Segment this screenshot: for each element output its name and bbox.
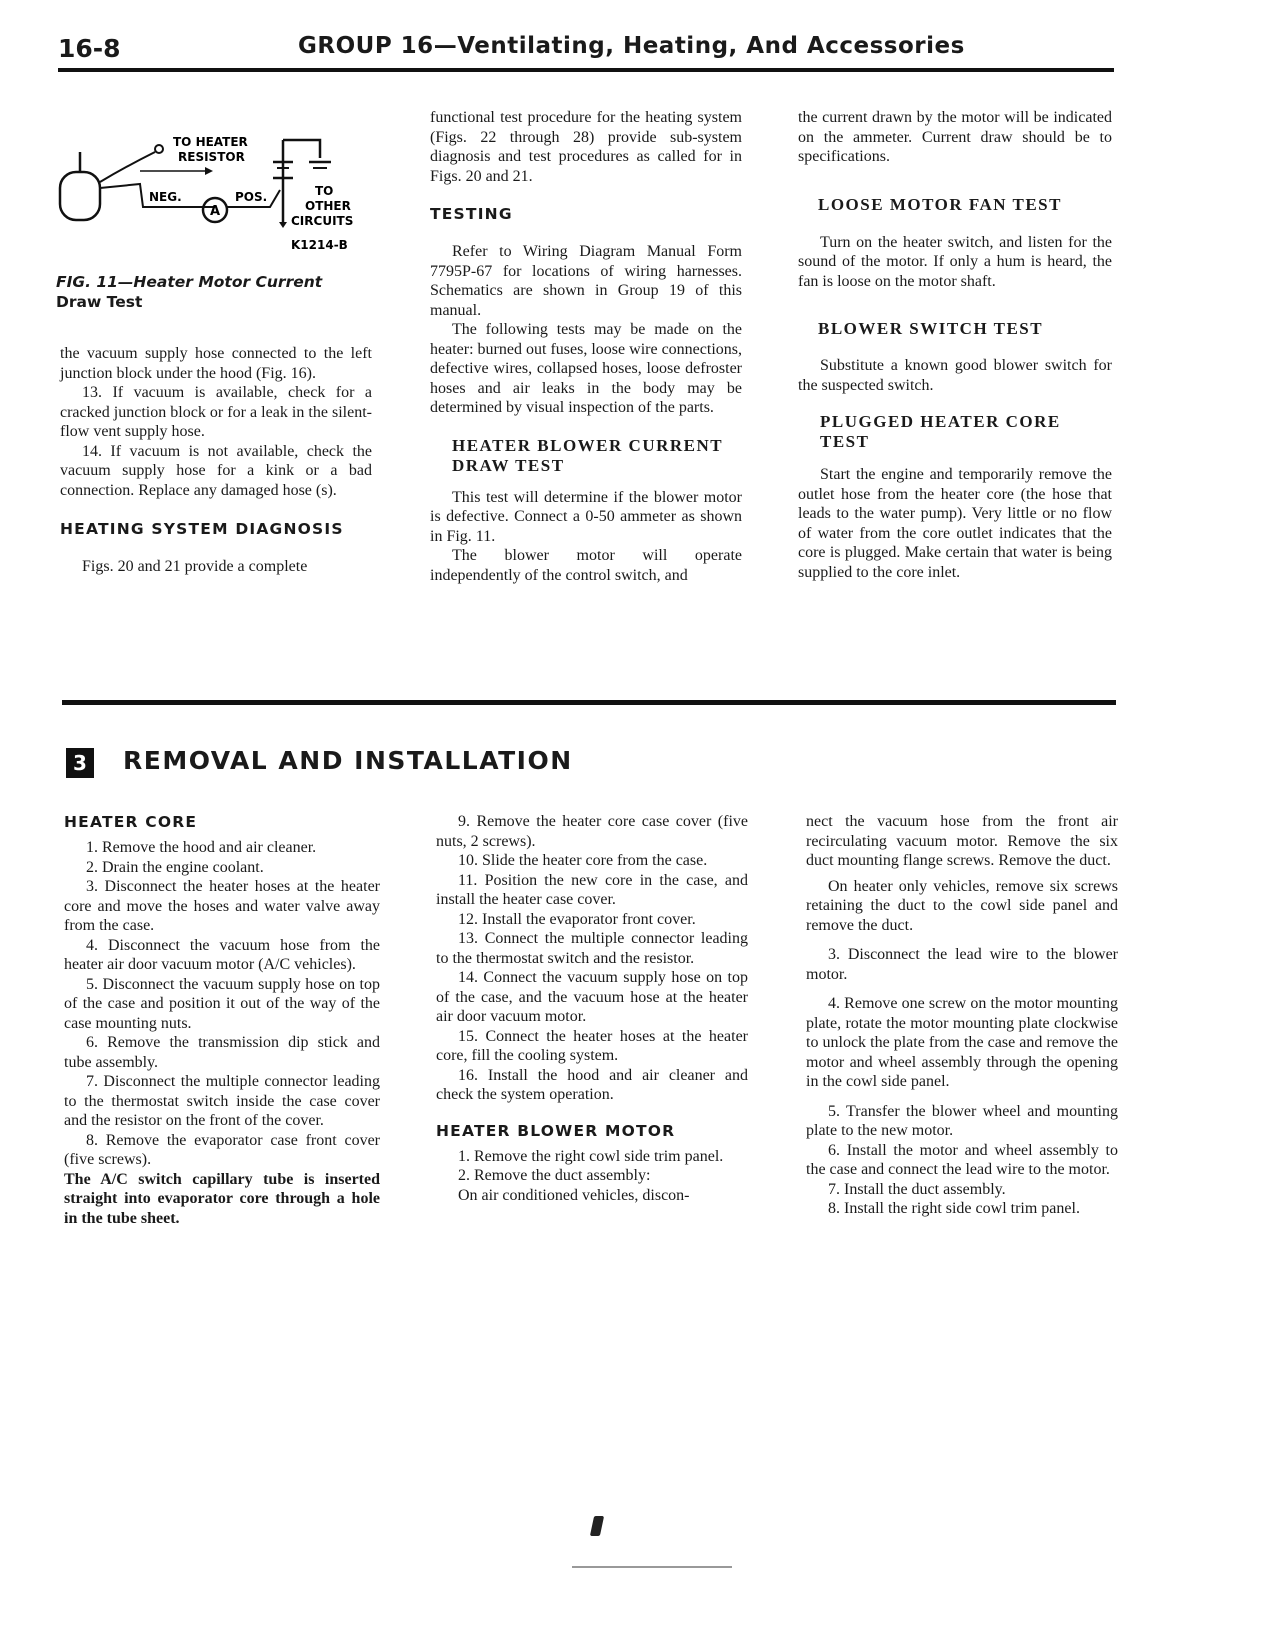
- section-title: REMOVAL AND INSTALLATION: [123, 746, 573, 775]
- heading-blower-switch-test: BLOWER SWITCH TEST: [818, 319, 1044, 338]
- top-col1: [60, 344, 372, 577]
- section-number-badge: [66, 748, 94, 778]
- top-col2-p2: Refer to Wiring Diagram Manual Form 7795P-67 for locations of wiring harnesses. Schematics are shown in Group 19 of this manual.: [430, 243, 742, 319]
- top-col3: [798, 108, 1112, 582]
- top-col2-p1: functional test procedure for the heating system (Figs. 22 through 28) provide sub-system diagnosis and test procedures as called for in Figs. 20 and 21.: [430, 109, 742, 185]
- core-step-11: 11. Position the new core in the case, and install the heater case cover.: [436, 871, 748, 908]
- top-col1-p4: Figs. 20 and 21 provide a complete: [82, 558, 308, 575]
- core-step-3: 3. Disconnect the heater hoses at the heater core and move the hoses and water valve away from the case.: [64, 878, 380, 934]
- core-step-12: 12. Install the evaporator front cover.: [458, 910, 696, 928]
- heater-motor-diagram: [55, 132, 385, 272]
- top-col3-p3: Substitute a known good blower switch for the suspected switch.: [798, 357, 1112, 394]
- top-col3-p2: Turn on the heater switch, and listen for the sound of the motor. If only a hum is heard, the fan is loose on the motor shaft.: [798, 233, 1112, 290]
- page-number: 16-8: [58, 34, 121, 63]
- core-step-5: 5. Disconnect the vacuum supply hose on top of the case and position it out of the way of the case mounting nuts.: [64, 975, 380, 1032]
- step-14: 14. If vacuum is not available, check the vacuum supply hose for a kink or a bad connection. Replace any damaged hose (s).: [60, 442, 372, 499]
- motor-step-4: 4. Remove one screw on the motor mounting plate, rotate the motor mounting plate clockwise to unlock the plate from the case and remove the motor and wheel assembly through the opening in the cowl side panel.: [806, 995, 1118, 1090]
- core-capillary-note: The A/C switch capillary tube is inserted straight into evaporator core through a hole in the tube sheet.: [64, 1170, 380, 1227]
- figure-caption: [56, 272, 376, 312]
- motor-step-2: 2. Remove the duct assembly:: [458, 1167, 651, 1184]
- motor-step-2-heater-only: On heater only vehicles, remove six screws retaining the duct to the cowl side panel and remove the duct.: [806, 877, 1118, 934]
- core-step-7: 7. Disconnect the multiple connector leading to the thermostat switch inside the case cover and the resistor on the front of the cover.: [64, 1073, 380, 1129]
- heading-testing: TESTING: [430, 205, 513, 223]
- motor-step-6: 6. Install the motor and wheel assembly to the case and connect the lead wire to the motor.: [806, 1141, 1118, 1178]
- footer-mark: [590, 1516, 604, 1536]
- footer-line: [572, 1566, 732, 1568]
- label-resistor: RESISTOR: [178, 150, 245, 164]
- label-pos: POS.: [235, 190, 268, 204]
- label-circuits: CIRCUITS: [291, 214, 354, 228]
- figure-caption-line2: Draw Test: [56, 293, 143, 311]
- core-step-9: 9. Remove the heater core case cover (five nuts, 2 screws).: [436, 813, 748, 850]
- step-13: 13. If vacuum is available, check for a cracked junction block or for a leak in the silent-flow vent supply hose.: [60, 384, 372, 440]
- label-neg: NEG.: [149, 190, 182, 204]
- core-step-6: 6. Remove the transmission dip stick and tube assembly.: [64, 1034, 380, 1071]
- motor-step-2-ac: On air conditioned vehicles, discon-: [458, 1186, 690, 1204]
- section-number: 3: [73, 751, 87, 775]
- figure-code: K1214-B: [291, 238, 348, 252]
- heading-heater-blower-motor: HEATER BLOWER MOTOR: [436, 1121, 676, 1140]
- label-to-heater: TO HEATER: [173, 135, 248, 149]
- top-col2-p3: The following tests may be made on the heater: burned out fuses, loose wire connections, defective wires, collapsed hoses, loose defroster hoses and air leaks in the body may be determined by visual inspection of the parts.: [430, 321, 742, 416]
- figure-caption-line1: FIG. 11—Heater Motor Current: [56, 273, 323, 291]
- heading-heating-system-diagnosis: HEATING SYSTEM DIAGNOSIS: [60, 520, 344, 538]
- bottom-col1: [64, 812, 380, 1228]
- core-step-13: 13. Connect the multiple connector leading to the thermostat switch and the resistor.: [436, 930, 748, 967]
- label-to: TO: [315, 184, 334, 198]
- figure-11: [55, 132, 385, 272]
- motor-step-3: 3. Disconnect the lead wire to the blower motor.: [806, 946, 1118, 983]
- motor-step-5: 5. Transfer the blower wheel and mounting plate to the new motor.: [806, 1102, 1118, 1139]
- motor-step-2-ac-cont: nect the vacuum hose from the front air recirculating vacuum motor. Remove the six duct mounting flange screws. Remove the duct.: [806, 813, 1118, 869]
- core-step-10: 10. Slide the heater core from the case.: [458, 852, 708, 869]
- core-step-14: 14. Connect the vacuum supply hose on top of the case, and the vacuum hose at the heater air door vacuum motor.: [436, 969, 748, 1025]
- heading-heater-blower-current-draw-test: HEATER BLOWER CURRENT DRAW TEST: [452, 435, 723, 475]
- heading-loose-motor-fan-test: LOOSE MOTOR FAN TEST: [818, 194, 1062, 214]
- header-rule: [58, 68, 1114, 72]
- label-ammeter: A: [210, 204, 221, 219]
- core-step-2: 2. Drain the engine coolant.: [86, 858, 264, 876]
- motor-step-1: 1. Remove the right cowl side trim panel.: [458, 1147, 724, 1165]
- bottom-col3: [806, 812, 1118, 1219]
- top-col2-p4: This test will determine if the blower motor is defective. Connect a 0-50 ammeter as shown in Fig. 11.: [430, 488, 742, 545]
- heading-heater-core: HEATER CORE: [64, 813, 198, 831]
- top-col2: [430, 108, 742, 585]
- motor-step-7: 7. Install the duct assembly.: [828, 1180, 1006, 1198]
- group-title: GROUP 16—Ventilating, Heating, And Accessories: [298, 33, 965, 59]
- core-step-8: 8. Remove the evaporator case front cover (five screws).: [64, 1131, 380, 1168]
- section-rule: [62, 700, 1116, 705]
- core-step-4: 4. Disconnect the vacuum hose from the heater air door vacuum motor (A/C vehicles).: [64, 936, 380, 973]
- top-col3-p1: the current drawn by the motor will be indicated on the ammeter. Current draw should be to specifications.: [798, 109, 1112, 165]
- heading-plugged-heater-core-test: PLUGGED HEATER CORE TEST: [820, 412, 1061, 451]
- core-step-16: 16. Install the hood and air cleaner and check the system operation.: [436, 1066, 748, 1103]
- core-step-1: 1. Remove the hood and air cleaner.: [86, 839, 317, 856]
- top-col2-p5: The blower motor will operate independently of the control switch, and: [430, 547, 742, 584]
- top-col3-p4: Start the engine and temporarily remove the outlet hose from the heater core (the hose that leads to the water pump). Very little or no flow of water from the core outlet indicates that the core is plugged. Make certain that water is being supplied to the core inlet.: [798, 466, 1112, 581]
- top-col1-p1: the vacuum supply hose connected to the left junction block under the hood (Fig. 16).: [60, 345, 372, 382]
- bottom-col2: [436, 812, 748, 1205]
- label-other: OTHER: [305, 199, 351, 213]
- motor-step-8: 8. Install the right side cowl trim panel.: [828, 1200, 1080, 1217]
- core-step-15: 15. Connect the heater hoses at the heater core, fill the cooling system.: [436, 1027, 748, 1064]
